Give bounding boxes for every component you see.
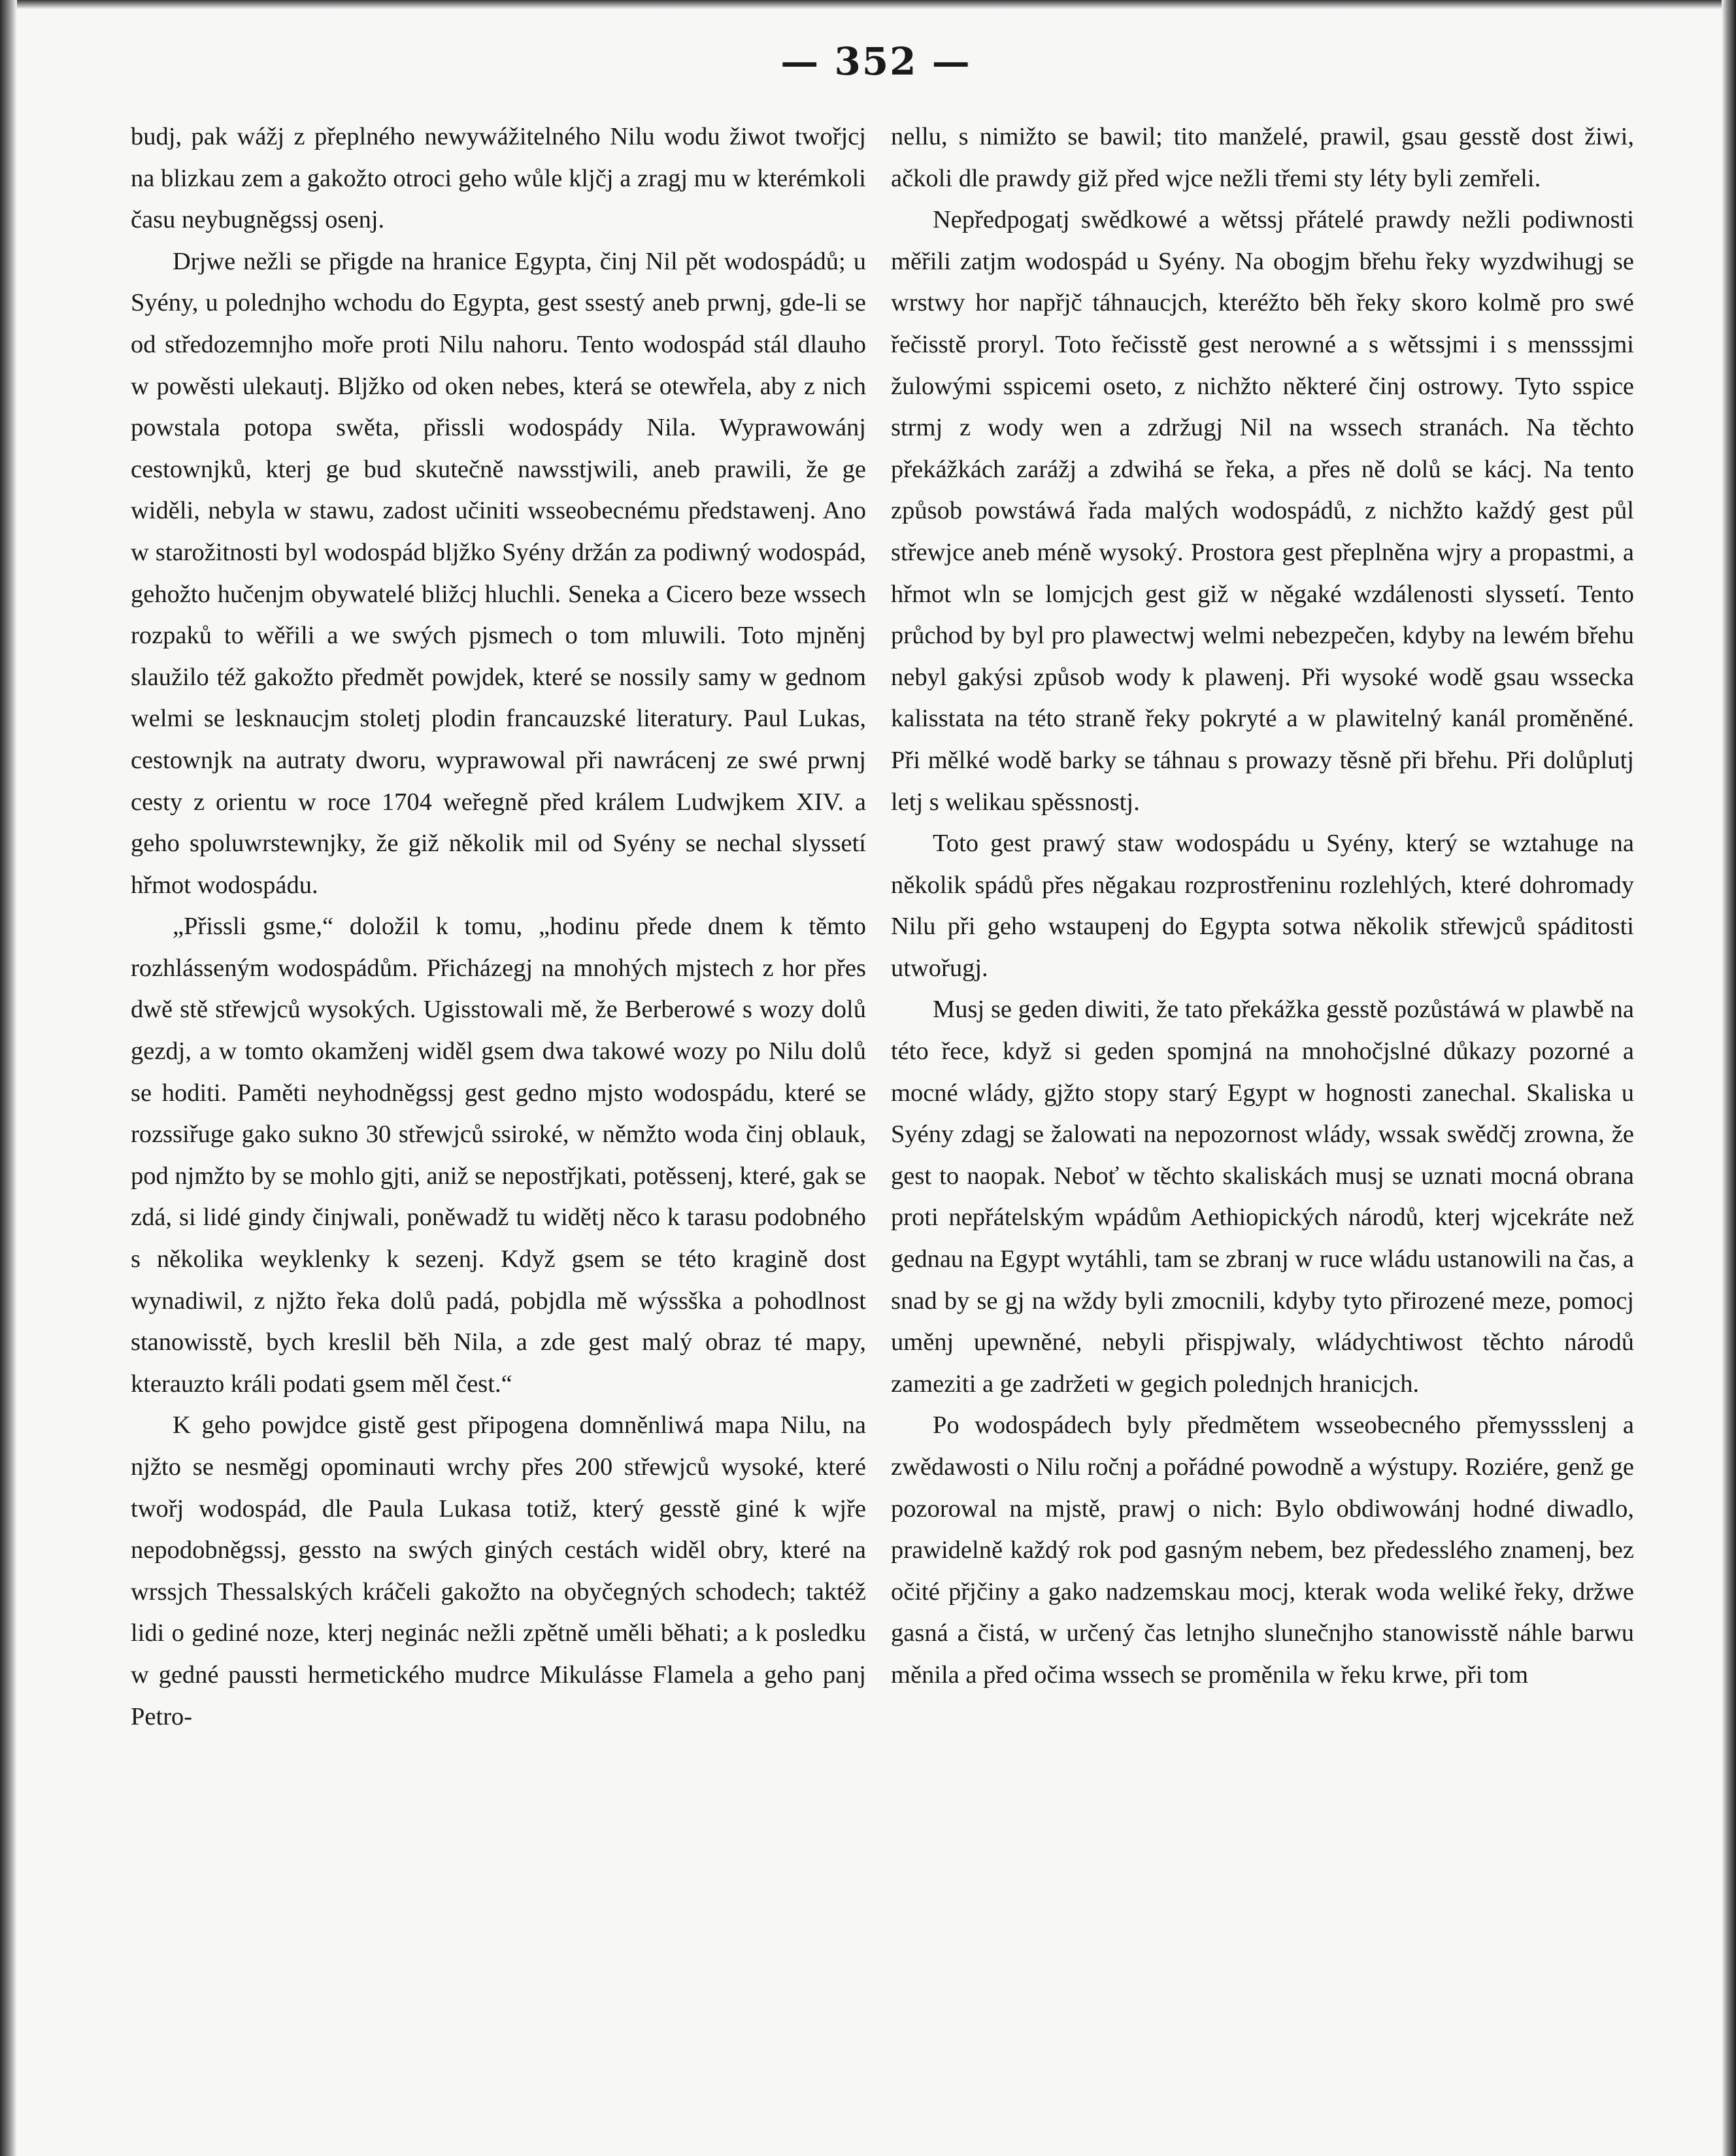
scan-edge-left [0,0,17,2156]
paragraph: budj, pak wážj z přeplného newywážitelného Nilu wodu žiwot twořjcj na blizkau zem a gakožto otroci geho wůle klјčj a zragj mu w kterémkoli času neybugněgssj osenj. [131,123,866,234]
left-column [131,116,866,1738]
scan-edge-top [0,0,1736,9]
paragraph: Toto gest prawý staw wodospádu u Syény, který se wztahuge na několik spádů přes něgakau rozprostřeninu rozlehlých, které dohromady Nilu při geho wstaupenj do Egypta sotwa několik střewjců spáditosti utwořugj. [891,830,1634,982]
scan-edge-right [1722,0,1736,2156]
paragraph: Po wodospádech byly předmětem wsseobecného přemyssslenj a zwědawosti o Nilu ročnj a pořádné powodně a wýstupy. Roziére, genž ge pozorowal na mjstě, prawj o nich: Bylo obdiwowánj hodné diwadlo, prawidelně každý rok pod gasným nebem, bez předesslého znamenj, bez očité přjčiny a gako nadzemskau mocj, kterak woda weliké řeky, držwe gasná a čistá, w určený čas letnjho slunečnjho stanowisstě náhle barwu měnila a před očima wssech se proměnila w řeku krwe, při tom [891,1411,1634,1689]
paragraph: „Přissli gsme,“ doložil k tomu, „hodinu přede dnem k těmto rozhlásseným wodospádům. Přicházegj na mnohých mjstech z hor přes dwě stě střewjců wysokých. Ugisstowali mě, že Berberowé s wozy dolů gezdj, a w tomto okamženj widěl gsem dwa takowé wozy po Nilu dolů se hoditi. Paměti neyhodněgssj gest gedno mjsto wodospádu, které se rozssiřuge gako sukno 30 střewjců ssiroké, w němžto woda činj oblauk, pod njmžto by se mohlo gjti, aniž se nepostřjkati, potěssenj, které, gak se zdá, si lidé gindy činjwali, poněwadž tu widětj něco k tarasu podobného s několika weyklenky k sezenj. Když gsem se této kragině dost wynadiwil, z njžto řeka dolů padá, pobjdla mě wýssška a pohodlnost stanowisstě, bych kreslil běh Nila, a zde gest malý obraz té mapy, kterauzto králi podati gsem měl čest.“ [131,913,866,1398]
right-column [891,116,1634,1696]
paragraph: Musj se geden diwiti, že tato překážka gesstě pozůstáwá w plawbě na této řece, když si geden spomjná na mnohočjslné důkazy pozorné a mocné wlády, gjžto stopy starý Egypt w hognosti zanechal. Skaliska u Syény zdagj se žalowati na nepozornost wlády, wssak swědčj zrowna, že gest to naopak. Neboť w těchto skaliskách musj se uznati mocná obrana proti nepřátelským wpádům Aethiopických národů, kterj wjcekráte než gednau na Egypt wytáhli, tam se zbranj w ruce wládu ustanowili na čas, a snad by se gj na wždy byli zmocnili, kdyby tyto přirozené meze, pomocj uměnj upewněné, nebyli přispjwaly, wládychtiwost těchto národů zamezitі a ge zadržeti w gegich polednjch hranicjch. [891,996,1634,1398]
paragraph: K geho powjdce gistě gest připogena domněnliwá mapa Nilu, na njžto se nesměgj opominauti wrchy přes 200 střewjců wysoké, které twořj wodospád, dle Paula Lukasa totiž, který gesstě giné k wjře nepodobněgssj, gessto na swých giných cestách widěl obry, které na wrssjch Thessalských kráčeli gakožto na obyčegných schodech; taktéž lidi o gediné noze, kterj neginác nežli zpětně uměli běhati; a k posledku w gedné paussti hermetického mudrce Mikulásse Flamela a geho panj Petro- [131,1411,866,1730]
page-number: — 352 — [780,39,971,84]
paragraph: nellu, s nimižto se bawil; tito manželé, prawil, gsau gesstě dost žiwi, ačkoli dle prawdy giž před wjce nežli třemi sty léty byli zemřeli. [891,123,1634,192]
paragraph: Drjwe nežli se přigde na hranice Egypta, činj Nil pět wodospádů; u Syény, u polednjho wchodu do Egypta, gest ssestý aneb prwnj, gde-li se od středozemnjho moře proti Nilu nahoru. Tento wodospád stál dlauho w powěsti ulekautj. Blјžko od oken nebes, která se otewřela, aby z nich powstala potopa swěta, přissli wodospády Nila. Wyprawowánj cestownjků, kterj ge bud skutečně nawsstjwili, aneb prawili, že ge widěli, nebyla w stawu, zadost učiniti wsseobecnému předstawenj. Ano w starožitnosti byl wodospád blјžko Syény držán za podiwný wodospád, gehožto hučenjm obywatelé bližcj hluchli. Seneka a Cicero beze wssech rozpaků to wěřili a we swých pjsmech o tom mluwili. Toto mjněnj slaužilo též gakožto předmět powjdek, které se nossily samy w gednom welmi se lesknaucjm stoletj plodin francauzské literatury. Paul Lukas, cestownjk na autraty dworu, wyprawowal při nawrácenj ze swé prwnj cesty z orientu w roce 1704 weřegně před králem Ludwjkem XIV. a geho spoluwrstewnjky, že giž několik mil od Syény se nechal slyssetí hřmot wodospádu. [131,247,866,899]
paragraph: Nepředpogatj swědkowé a wětssj přátelé prawdy nežli podiwnosti měřili zatjm wodospád u Syény. Na obogjm břehu řeky wyzdwihugj se wrstwy hor napřjč táhnaucjch, kteréžto běh řeky skoro kolmě pro swé řečisstě proryl. Toto řečisstě gest nerowné a s wětssjmi i s mensssjmi žulowými sspicemi oseto, z nichžto některé činj ostrowy. Tyto sspice strmj z wody wen a zdržugj Nil na wssech stranách. Na těchto překážkách zarážj a zdwihá se řeka, a přes ně dolů se kácj. Na tento způsob powstáwá řada malých wodospádů, z nichžto každý gest půl střewjce aneb méně wysoký. Prostora gest přeplněna wjry a propastmi, a hřmot wln se lomjcjch gest giž w něgaké wzdálenosti slyssetí. Tento průchod by byl pro plawectwj welmi nebezpečen, kdyby na lewém břehu nebyl gakýsi způsob wody k plawenj. Při wysoké wodě gsau wssecka kalisstata na této straně řeky pokryté a w plawitelný kanál proměněné. Při mělké wodě barky se táhnau s prowazy těsně při břehu. Při dolůplutj letj s welikau spěssnostj. [891,206,1634,816]
